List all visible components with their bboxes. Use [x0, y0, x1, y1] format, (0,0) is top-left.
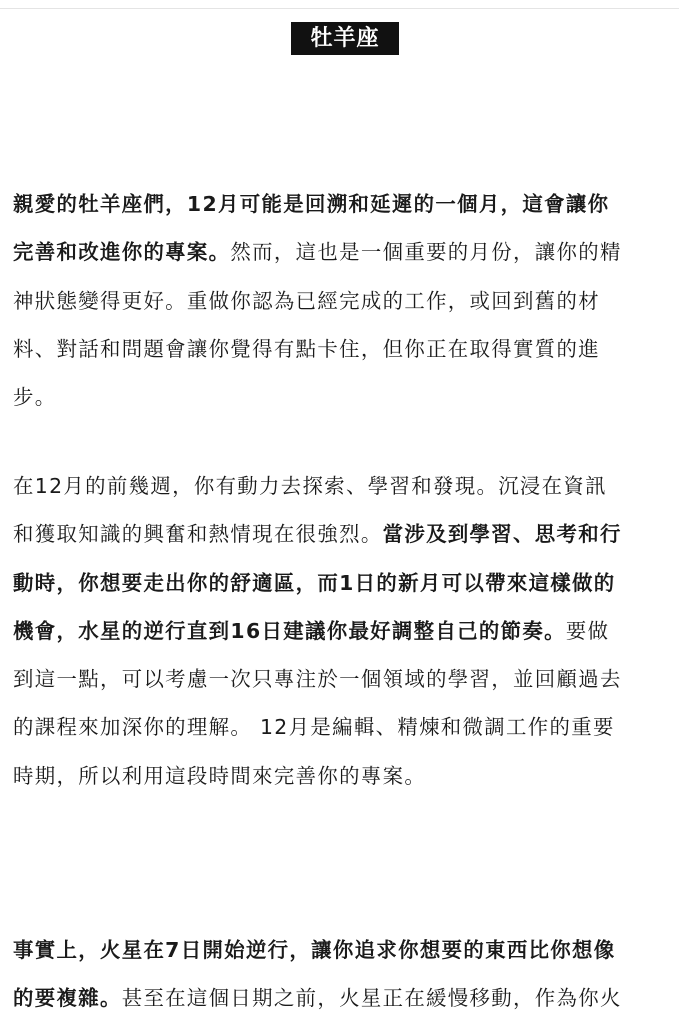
text-line: [13, 559, 673, 607]
text-line: [13, 228, 673, 276]
text-segment: 步。: [13, 385, 57, 410]
bold-text-segment: 完善和改進你的專案。: [13, 240, 231, 265]
text-line: [13, 510, 673, 558]
text-line: [13, 277, 673, 325]
text-segment: 甚至在這個日期之前，火星正在緩慢移動，作為你火: [121, 986, 622, 1011]
text-segment: 要做: [565, 618, 610, 643]
paragraph-2: [13, 462, 673, 800]
bold-text-segment: 動時，你想要走出你的舒適區，而1日的新月可以帶來這樣做的: [13, 570, 616, 595]
bold-text-segment: 親愛的牡羊座們，12月可能是回溯和延遲的一個月，這會讓你: [13, 192, 610, 216]
bold-text-segment: 事實上，火星在7日開始逆行，讓你追求你想要的東西比你想像: [13, 938, 616, 962]
bold-text-segment: 的要複雜。: [13, 986, 122, 1011]
text-segment: 和獲取知識的興奮和熱情現在很強烈。: [13, 522, 383, 547]
sign-title-badge: 牡羊座: [291, 22, 399, 55]
text-segment: 然而，這也是一個重要的月份，讓你的精: [230, 240, 622, 265]
paragraph-3: [13, 926, 673, 1023]
text-line: [13, 325, 673, 373]
text-line: [13, 703, 673, 751]
bold-text-segment: 機會，水星的逆行直到16日建議你最好調整自己的節奏。: [13, 618, 566, 643]
text-line: [13, 180, 673, 228]
text-segment: 在12月的前幾週，你有動力去探索、學習和發現。沉浸在資訊: [13, 474, 607, 498]
text-line: [13, 974, 673, 1022]
text-line: [13, 373, 673, 421]
text-segment: 的課程來加深你的理解。 12月是編輯、精煉和微調工作的重要: [13, 715, 615, 740]
text-line: [13, 926, 673, 974]
text-segment: 時期，所以利用這段時間來完善你的專案。: [13, 763, 427, 788]
text-line: [13, 462, 673, 510]
bold-text-segment: 當涉及到學習、思考和行: [382, 522, 622, 547]
text-segment: 神狀態變得更好。重做你認為已經完成的工作，或回到舊的材: [13, 288, 600, 313]
text-segment: 到這一點，可以考慮一次只專注於一個領域的學習，並回顧過去: [13, 667, 622, 692]
paragraph-1: [13, 180, 673, 421]
text-segment: 料、對話和問題會讓你覺得有點卡住，但你正在取得實質的進: [13, 336, 600, 361]
top-divider: [0, 8, 679, 9]
text-line: [13, 607, 673, 655]
text-line: [13, 752, 673, 800]
text-line: [13, 655, 673, 703]
